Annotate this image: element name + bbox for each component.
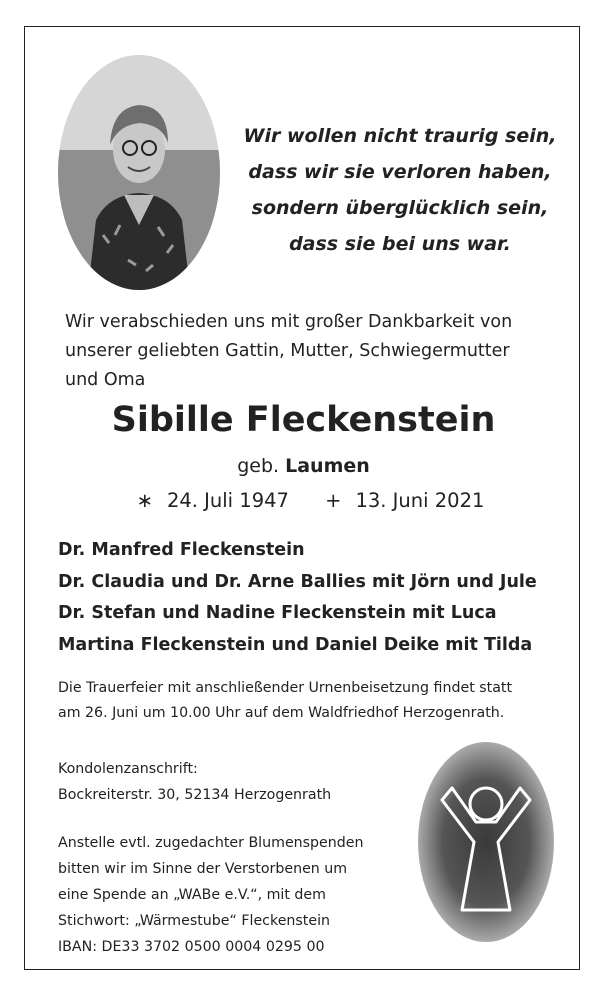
donation-line: Stichwort: „Wärmestube“ Fleckenstein xyxy=(58,913,331,929)
ceremony-info xyxy=(58,676,578,726)
birth-star-icon: ∗ xyxy=(136,489,153,512)
death-cross-icon: + xyxy=(325,489,342,512)
family-line: Dr. Stefan und Nadine Fleckenstein mit Luca xyxy=(58,603,497,623)
donation-line: eine Spende an „WABe e.V.“, mit dem xyxy=(58,887,326,903)
poem-line: dass sie bei uns war. xyxy=(289,233,511,255)
family-line: Dr. Claudia und Dr. Arne Ballies mit Jörn und Jule xyxy=(58,571,537,592)
birth-date: 24. Juli 1947 xyxy=(166,489,289,512)
intro-text xyxy=(65,308,565,395)
intro-line: unserer geliebten Gattin, Mutter, Schwiegermutter xyxy=(65,341,510,361)
poem-line: dass wir sie verloren haben, xyxy=(248,161,552,183)
family-line: Martina Fleckenstein und Daniel Deike mit Tilda xyxy=(58,634,533,655)
maiden-name: Laumen xyxy=(285,455,370,477)
portrait-figure-icon xyxy=(58,55,220,290)
poem-line: sondern überglücklich sein, xyxy=(251,197,549,219)
donation-line: IBAN: DE33 3702 0500 0004 0295 00 xyxy=(58,939,325,955)
intro-line: Wir verabschieden uns mit großer Dankbarkeit von xyxy=(65,312,513,332)
life-dates xyxy=(0,489,607,512)
poem-line: Wir wollen nicht traurig sein, xyxy=(243,125,557,147)
angel-icon xyxy=(418,742,554,942)
portrait-photo xyxy=(58,55,220,290)
condolence-line: Kondolenzanschrift: xyxy=(58,761,198,777)
donation-line: bitten wir im Sinne der Verstorbenen um xyxy=(58,861,348,877)
condolence-line: Bockreiterstr. 30, 52134 Herzogenrath xyxy=(58,787,332,803)
maiden-name-line xyxy=(0,455,607,477)
family-line: Dr. Manfred Fleckenstein xyxy=(58,540,305,560)
death-date: 13. Juni 2021 xyxy=(355,489,485,512)
family-list xyxy=(58,535,578,661)
angel-symbol xyxy=(418,742,554,942)
deceased-name: Sibille Fleckenstein xyxy=(111,400,496,440)
born-prefix: geb. xyxy=(237,455,280,477)
intro-line: und Oma xyxy=(65,370,146,390)
ceremony-line: Die Trauerfeier mit anschließender Urnenbeisetzung findet statt xyxy=(58,680,513,696)
donation-info xyxy=(58,830,388,960)
condolence-address xyxy=(58,756,388,808)
ceremony-line: am 26. Juni um 10.00 Uhr auf dem Waldfriedhof Herzogenrath. xyxy=(58,705,505,721)
donation-line: Anstelle evtl. zugedachter Blumenspenden xyxy=(58,835,364,851)
poem-quote xyxy=(230,118,570,262)
